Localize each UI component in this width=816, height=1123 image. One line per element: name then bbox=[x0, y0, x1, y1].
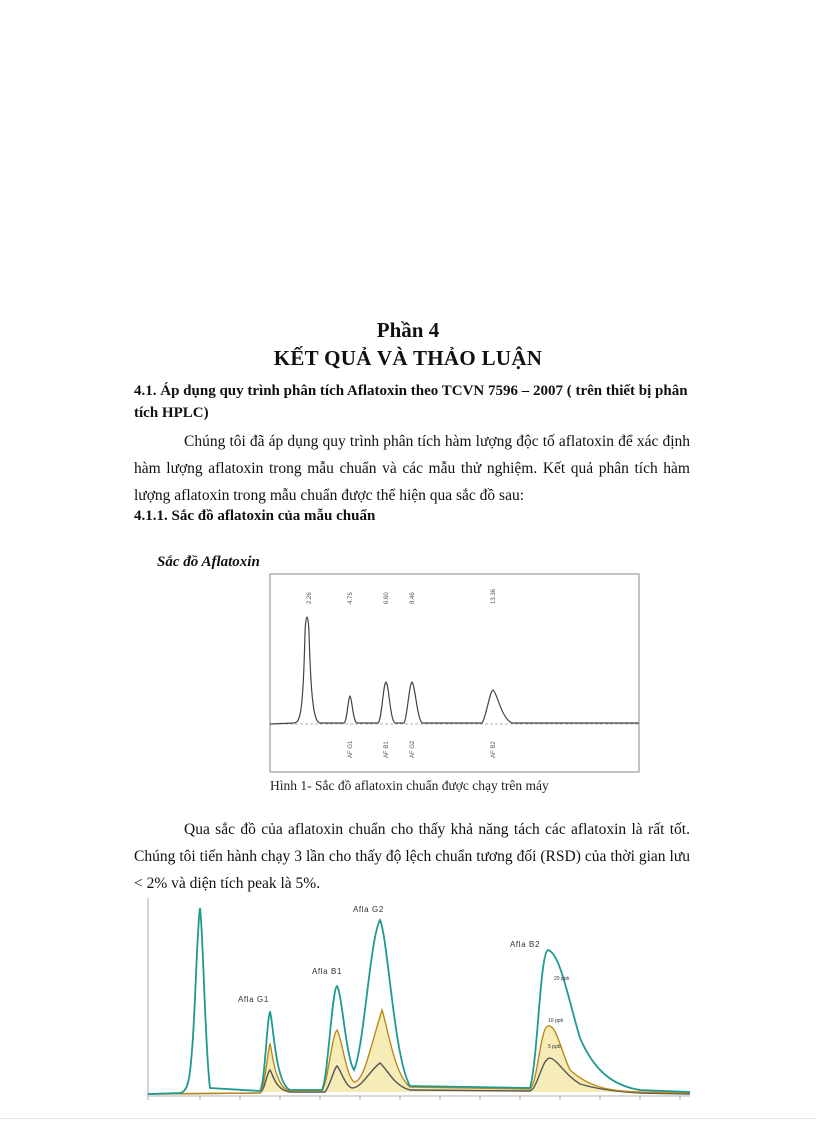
figure1-peak-labels bbox=[348, 740, 497, 758]
discussion-paragraph-text: Qua sắc đồ của aflatoxin chuẩn cho thấy khả năng tách các aflatoxin là rất tốt. Chúng tôi tiến hành chạy 3 lần cho thấy độ lệch chuẩn tương đối (RSD) của thời gian lưu < 2% và diện tích peak là 5%. bbox=[134, 821, 690, 892]
part-number-title: Phần 4 bbox=[376, 318, 440, 342]
page-bottom-rule bbox=[0, 1118, 816, 1119]
peak-label: AF B2 bbox=[491, 741, 497, 758]
retention-time-label: 8.46 bbox=[410, 592, 416, 604]
figure2-trace-high bbox=[148, 908, 690, 1094]
figure1-title: Sắc đồ Aflatoxin bbox=[157, 554, 260, 570]
retention-time-label: 6.60 bbox=[384, 592, 390, 604]
discussion-paragraph bbox=[134, 816, 690, 897]
figure1-trace bbox=[270, 617, 639, 724]
series-label: 10 ppb bbox=[548, 1018, 564, 1024]
figure1-retention-labels bbox=[307, 588, 497, 604]
figure2-x-ticks bbox=[148, 1096, 680, 1100]
peak-label: Afla G1 bbox=[238, 995, 269, 1004]
intro-paragraph bbox=[134, 428, 690, 509]
subsection-heading: 4.1.1. Sắc đồ aflatoxin của mẫu chuẩn bbox=[134, 508, 376, 524]
peak-label: AF G2 bbox=[410, 740, 416, 758]
retention-time-label: 4.75 bbox=[348, 592, 354, 604]
chapter-title: KẾT QUẢ VÀ THẢO LUẬN bbox=[273, 346, 543, 370]
retention-time-label: 13.36 bbox=[491, 588, 497, 604]
figure1-chromatogram bbox=[268, 572, 642, 776]
section-heading: 4.1. Áp dụng quy trình phân tích Aflatoxin theo TCVN 7596 – 2007 ( trên thiết bị phân tích HPLC) bbox=[134, 383, 688, 421]
peak-label: AF B1 bbox=[384, 741, 390, 758]
intro-paragraph-text: Chúng tôi đã áp dụng quy trình phân tích hàm lượng độc tố aflatoxin để xác định hàm lượng aflatoxin trong mẫu chuẩn và các mẫu thử nghiệm. Kết quả phân tích hàm lượng aflatoxin trong mẫu chuẩn được thể hiện qua sắc đồ sau: bbox=[134, 433, 690, 504]
series-label: 5 ppb bbox=[548, 1044, 561, 1050]
peak-label: AF G1 bbox=[348, 740, 354, 758]
peak-label: Afla B2 bbox=[510, 940, 540, 949]
figure2-trace-mid bbox=[148, 1010, 690, 1094]
retention-time-label: 2.26 bbox=[307, 592, 313, 604]
figure2-peak-labels bbox=[238, 905, 540, 1004]
series-label: 20 ppb bbox=[554, 976, 570, 982]
figure1-caption: Hình 1- Sắc đồ aflatoxin chuẩn được chạy trên máy bbox=[270, 778, 549, 793]
figure2-overlay-chromatogram bbox=[140, 898, 692, 1104]
peak-label: Afla B1 bbox=[312, 967, 342, 976]
peak-label: Afla G2 bbox=[353, 905, 384, 914]
figure1-frame bbox=[270, 574, 639, 772]
